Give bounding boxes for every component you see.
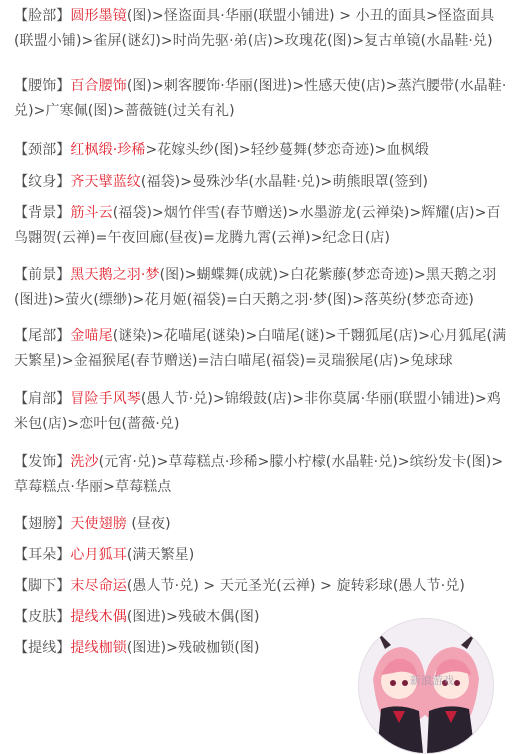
item-name: 天使翅膀 bbox=[70, 516, 127, 532]
entry-background bbox=[14, 201, 510, 251]
item-chain: (图)>蝴蝶舞(成就)>白花紫藤(梦恋奇迹)>黑天鹅之羽(图进)>萤火(缥缈)>花月姬(福袋)=白天鹅之羽·梦(图)>落英纷(梦恋奇迹) bbox=[14, 267, 497, 308]
category-label: 【翅膀】 bbox=[14, 516, 71, 532]
item-chain: (愚人节·兑)>锦缎鼓(店)>非你莫属·华丽(联盟小铺进)>鸡米包(店)>恋叶包(蔷薇·兑) bbox=[14, 391, 501, 432]
category-label: 【腰饰】 bbox=[14, 78, 71, 94]
item-chain: (图)>刺客腰饰·华丽(图进)>性感天使(店)>蒸汽腰带(水晶鞋·兑)>广寒佩(图)>蔷薇链(过关有礼) bbox=[14, 78, 507, 119]
category-label: 【皮肤】 bbox=[14, 609, 71, 625]
category-label: 【发饰】 bbox=[14, 454, 71, 470]
item-name: 洗沙 bbox=[70, 454, 99, 470]
category-label: 【尾部】 bbox=[14, 328, 71, 344]
category-label: 【提线】 bbox=[14, 640, 71, 656]
entry-foreground bbox=[14, 263, 510, 313]
item-chain: (图进)>残破木偶(图) bbox=[126, 609, 260, 625]
entry-neck bbox=[14, 138, 510, 163]
category-label: 【纹身】 bbox=[14, 174, 71, 190]
entry-tail bbox=[14, 324, 510, 374]
item-chain: (元宵·兑)>草莓糕点·珍稀>朦小柠檬(水晶鞋·兑)>缤纷发卡(图)>草莓糕点·华丽>草莓糕点 bbox=[14, 454, 504, 495]
item-name: 齐天擘蓝纹 bbox=[70, 174, 141, 190]
watermark-text: 新浪游戏 bbox=[410, 674, 454, 687]
item-chain: (图)>怪盗面具·华丽(联盟小铺进) > 小丑的面具>怪盗面具(联盟小铺)>雀屏(谜幻)>时尚先驱·弟(店)>玫瑰花(图)>复古单镜(水晶鞋·兑) bbox=[14, 8, 495, 49]
item-name: 红枫缎·珍稀 bbox=[70, 142, 146, 158]
item-chain: >花嫁头纱(图)>轻纱蔓舞(梦恋奇迹)>血枫缎 bbox=[145, 142, 429, 158]
entry-ears bbox=[14, 543, 510, 568]
category-label: 【耳朵】 bbox=[14, 547, 71, 563]
item-chain: (昼夜) bbox=[126, 516, 171, 532]
item-chain: (图进)>残破枷锁(图) bbox=[126, 640, 260, 656]
category-label: 【脸部】 bbox=[14, 8, 71, 24]
category-label: 【脚下】 bbox=[14, 578, 71, 594]
item-chain: (愚人节·兑) > 天元圣光(云禅) > 旋转彩球(愚人节·兑) bbox=[126, 578, 465, 594]
category-label: 【背景】 bbox=[14, 205, 71, 221]
item-name: 提线枷锁 bbox=[70, 640, 127, 656]
item-name: 金喵尾 bbox=[70, 328, 113, 344]
item-name: 提线木偶 bbox=[70, 609, 127, 625]
entry-shoulder bbox=[14, 387, 510, 437]
category-label: 【前景】 bbox=[14, 267, 71, 283]
entry-hair-accessory bbox=[14, 450, 510, 500]
item-chain: (满天繁星) bbox=[126, 547, 195, 563]
entry-face bbox=[14, 4, 510, 54]
item-chain: (福袋)>烟竹伴雪(春节赠送)>水墨游龙(云禅染)>辉耀(店)>百鸟翾贺(云禅)=午夜回廊(昼夜)=龙腾九霄(云禅)>纪念日(店) bbox=[14, 205, 501, 246]
item-name: 心月狐耳 bbox=[70, 547, 127, 563]
item-chain: (福袋)>曼殊沙华(水晶鞋·兑)>萌熊眼罩(签到) bbox=[140, 174, 429, 190]
category-label: 【肩部】 bbox=[14, 391, 71, 407]
item-name: 筋斗云 bbox=[70, 205, 113, 221]
entry-wings bbox=[14, 512, 510, 537]
item-name: 圆形墨镜 bbox=[70, 8, 127, 24]
entry-tattoo bbox=[14, 170, 510, 195]
item-name: 末尽命运 bbox=[70, 578, 127, 594]
item-name: 冒险手风琴 bbox=[70, 391, 141, 407]
entry-feet bbox=[14, 574, 510, 599]
entry-waist bbox=[14, 74, 510, 124]
item-name: 黑天鹅之羽·梦 bbox=[70, 267, 160, 283]
item-chain: (谜染)>花喵尾(谜染)>白喵尾(谜)>千翾狐尾(店)>心月狐尾(满天繁星)>金福猴尾(春节赠送)=洁白喵尾(福袋)=灵瑞猴尾(店)>兔球球 bbox=[14, 328, 507, 369]
item-name: 百合腰饰 bbox=[70, 78, 127, 94]
category-label: 【颈部】 bbox=[14, 142, 71, 158]
